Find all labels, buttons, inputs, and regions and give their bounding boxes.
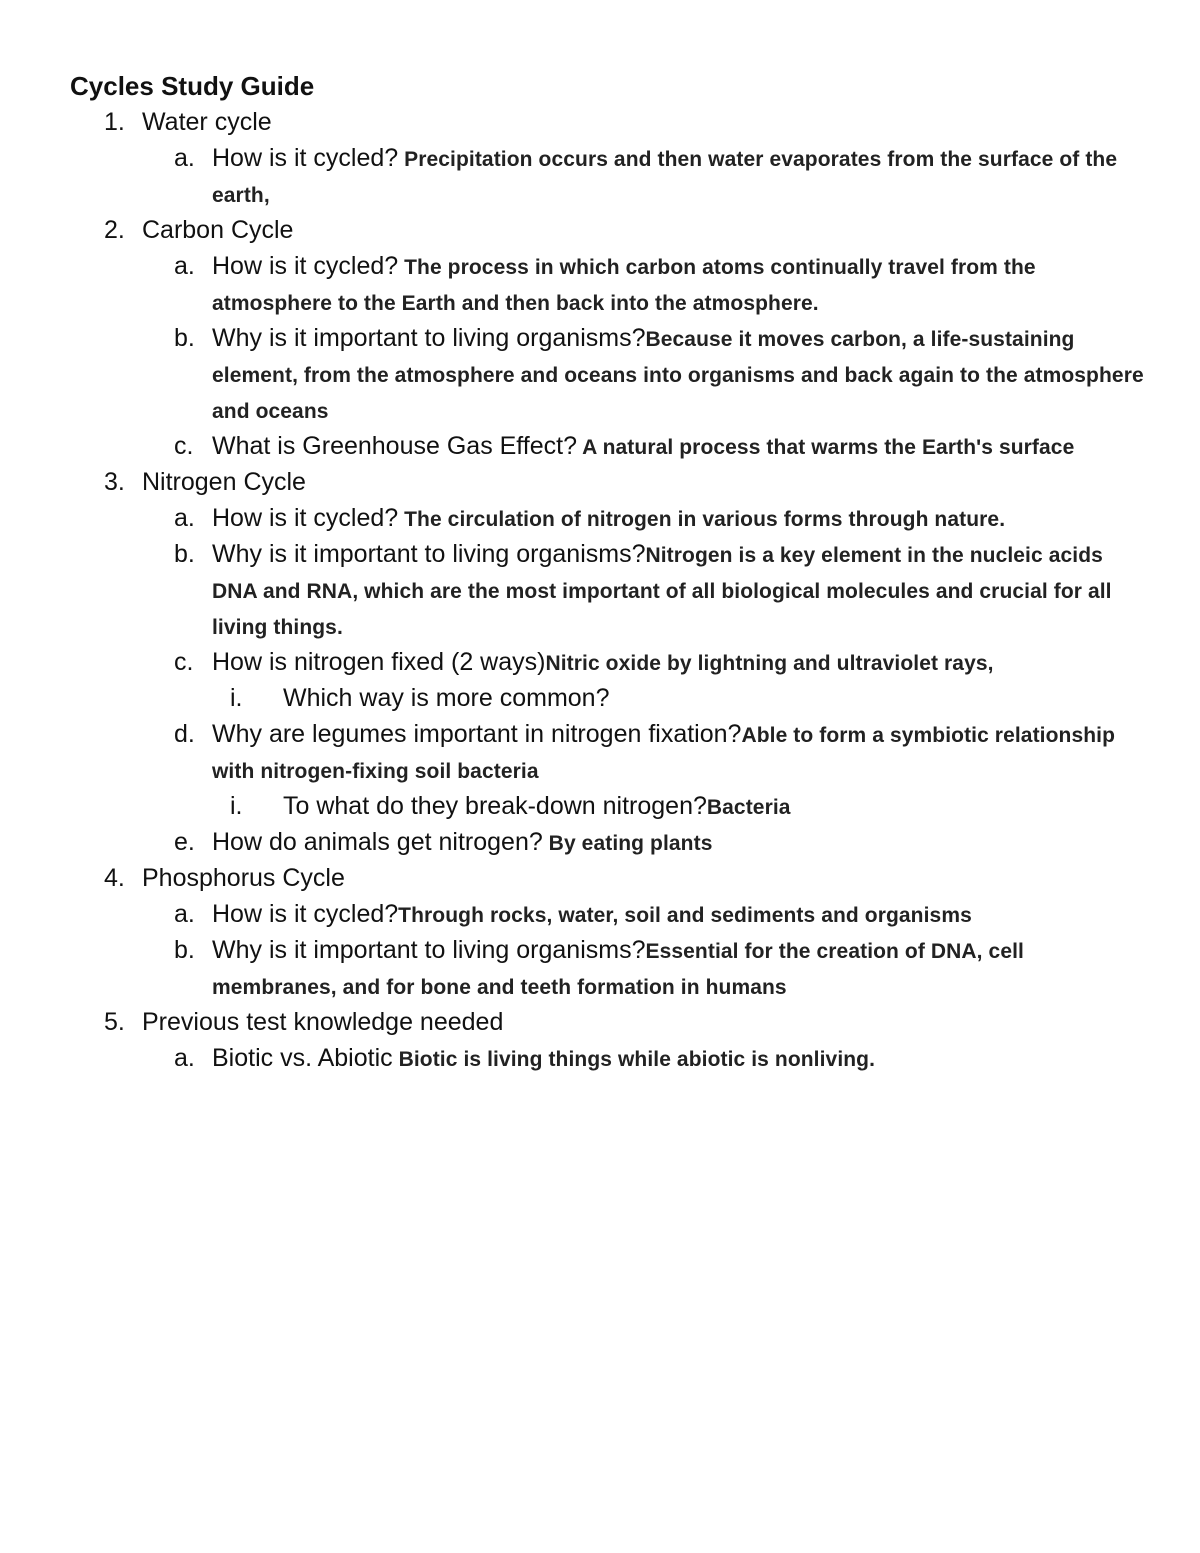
- question-text: Which way is more common?: [283, 684, 610, 712]
- question-text: How is it cycled?: [212, 144, 399, 172]
- list-item: [70, 644, 1150, 680]
- list-marker: a.: [174, 252, 195, 280]
- list-item: [70, 1040, 1150, 1076]
- question-text: What is Greenhouse Gas Effect?: [212, 432, 578, 460]
- section-heading: Phosphorus Cycle: [142, 864, 345, 892]
- list-marker: 4.: [104, 864, 125, 892]
- section-previous-test-knowledge: [70, 1004, 1150, 1040]
- question-text: How is nitrogen fixed (2 ways): [212, 648, 546, 676]
- list-marker: b.: [174, 540, 195, 568]
- question-text: Biotic vs. Abiotic: [212, 1044, 393, 1072]
- list-marker: a.: [174, 504, 195, 532]
- list-marker: e.: [174, 828, 195, 856]
- question-text: Why is it important to living organisms?: [212, 936, 646, 964]
- question-text: How is it cycled?: [212, 252, 399, 280]
- answer-text: Through rocks, water, soil and sediments and organisms: [398, 904, 972, 927]
- answer-text: A natural process that warms the Earth's surface: [577, 436, 1075, 459]
- answer-text: Bacteria: [706, 796, 791, 819]
- list-item: [70, 716, 1150, 788]
- document: [70, 68, 1150, 1076]
- list-item: [70, 248, 1150, 320]
- list-marker: a.: [174, 900, 195, 928]
- section-nitrogen-cycle: [70, 464, 1150, 500]
- section-carbon-cycle: [70, 212, 1150, 248]
- question-text: Why is it important to living organisms?: [212, 324, 646, 352]
- list-marker: c.: [174, 432, 194, 460]
- answer-text: Precipitation occurs and then water evaporates from the surface of the earth,: [212, 148, 1118, 207]
- list-marker: a.: [174, 144, 195, 172]
- list-marker: i.: [230, 684, 243, 712]
- section-phosphorus-cycle: [70, 860, 1150, 896]
- list-item: [70, 824, 1150, 860]
- answer-text: The circulation of nitrogen in various forms through nature.: [398, 508, 1006, 531]
- answer-text: Biotic is living things while abiotic is nonliving.: [392, 1048, 876, 1071]
- list-item: [70, 140, 1150, 212]
- list-marker: 5.: [104, 1008, 125, 1036]
- list-item: [70, 536, 1150, 644]
- section-heading: Carbon Cycle: [142, 216, 294, 244]
- answer-text: The process in which carbon atoms continually travel from the atmosphere to the Earth and then back into the atmosphere.: [212, 256, 1036, 315]
- list-item: [70, 428, 1150, 464]
- section-water-cycle: [70, 104, 1150, 140]
- list-marker: b.: [174, 936, 195, 964]
- list-marker: d.: [174, 720, 195, 748]
- answer-text: Because it moves carbon, a life-sustaining element, from the atmosphere and oceans into organisms and back again to the atmosphere and oceans: [212, 328, 1144, 423]
- section-heading: Nitrogen Cycle: [142, 468, 306, 496]
- section-heading: Previous test knowledge needed: [142, 1008, 504, 1036]
- list-marker: i.: [230, 792, 243, 820]
- question-text: How is it cycled?: [212, 504, 399, 532]
- list-item: [70, 932, 1150, 1004]
- question-text: To what do they break-down nitrogen?: [283, 792, 707, 820]
- list-item: [70, 320, 1150, 428]
- question-text: Why is it important to living organisms?: [212, 540, 646, 568]
- list-item: [70, 896, 1150, 932]
- answer-text: By eating plants: [542, 832, 713, 855]
- answer-text: Nitrogen is a key element in the nucleic acids DNA and RNA, which are the most important of all biological molecules and crucial for all living things.: [212, 544, 1112, 639]
- answer-text: Able to form a symbiotic relationship with nitrogen-fixing soil bacteria: [212, 724, 1116, 783]
- list-marker: c.: [174, 648, 194, 676]
- document-title: Cycles Study Guide: [70, 71, 315, 101]
- list-marker: b.: [174, 324, 195, 352]
- question-text: How is it cycled?: [212, 900, 399, 928]
- answer-text: Essential for the creation of DNA, cell membranes, and for bone and teeth formation in humans: [212, 940, 1024, 999]
- list-item: [70, 500, 1150, 536]
- answer-text: Nitric oxide by lightning and ultraviolet rays,: [545, 652, 994, 675]
- question-text: Why are legumes important in nitrogen fixation?: [212, 720, 742, 748]
- list-marker: 3.: [104, 468, 125, 496]
- section-heading: Water cycle: [142, 108, 272, 136]
- list-marker: a.: [174, 1044, 195, 1072]
- list-item: [70, 788, 1150, 824]
- list-marker: 1.: [104, 108, 125, 136]
- list-marker: 2.: [104, 216, 125, 244]
- question-text: How do animals get nitrogen?: [212, 828, 543, 856]
- list-item: [70, 680, 1150, 716]
